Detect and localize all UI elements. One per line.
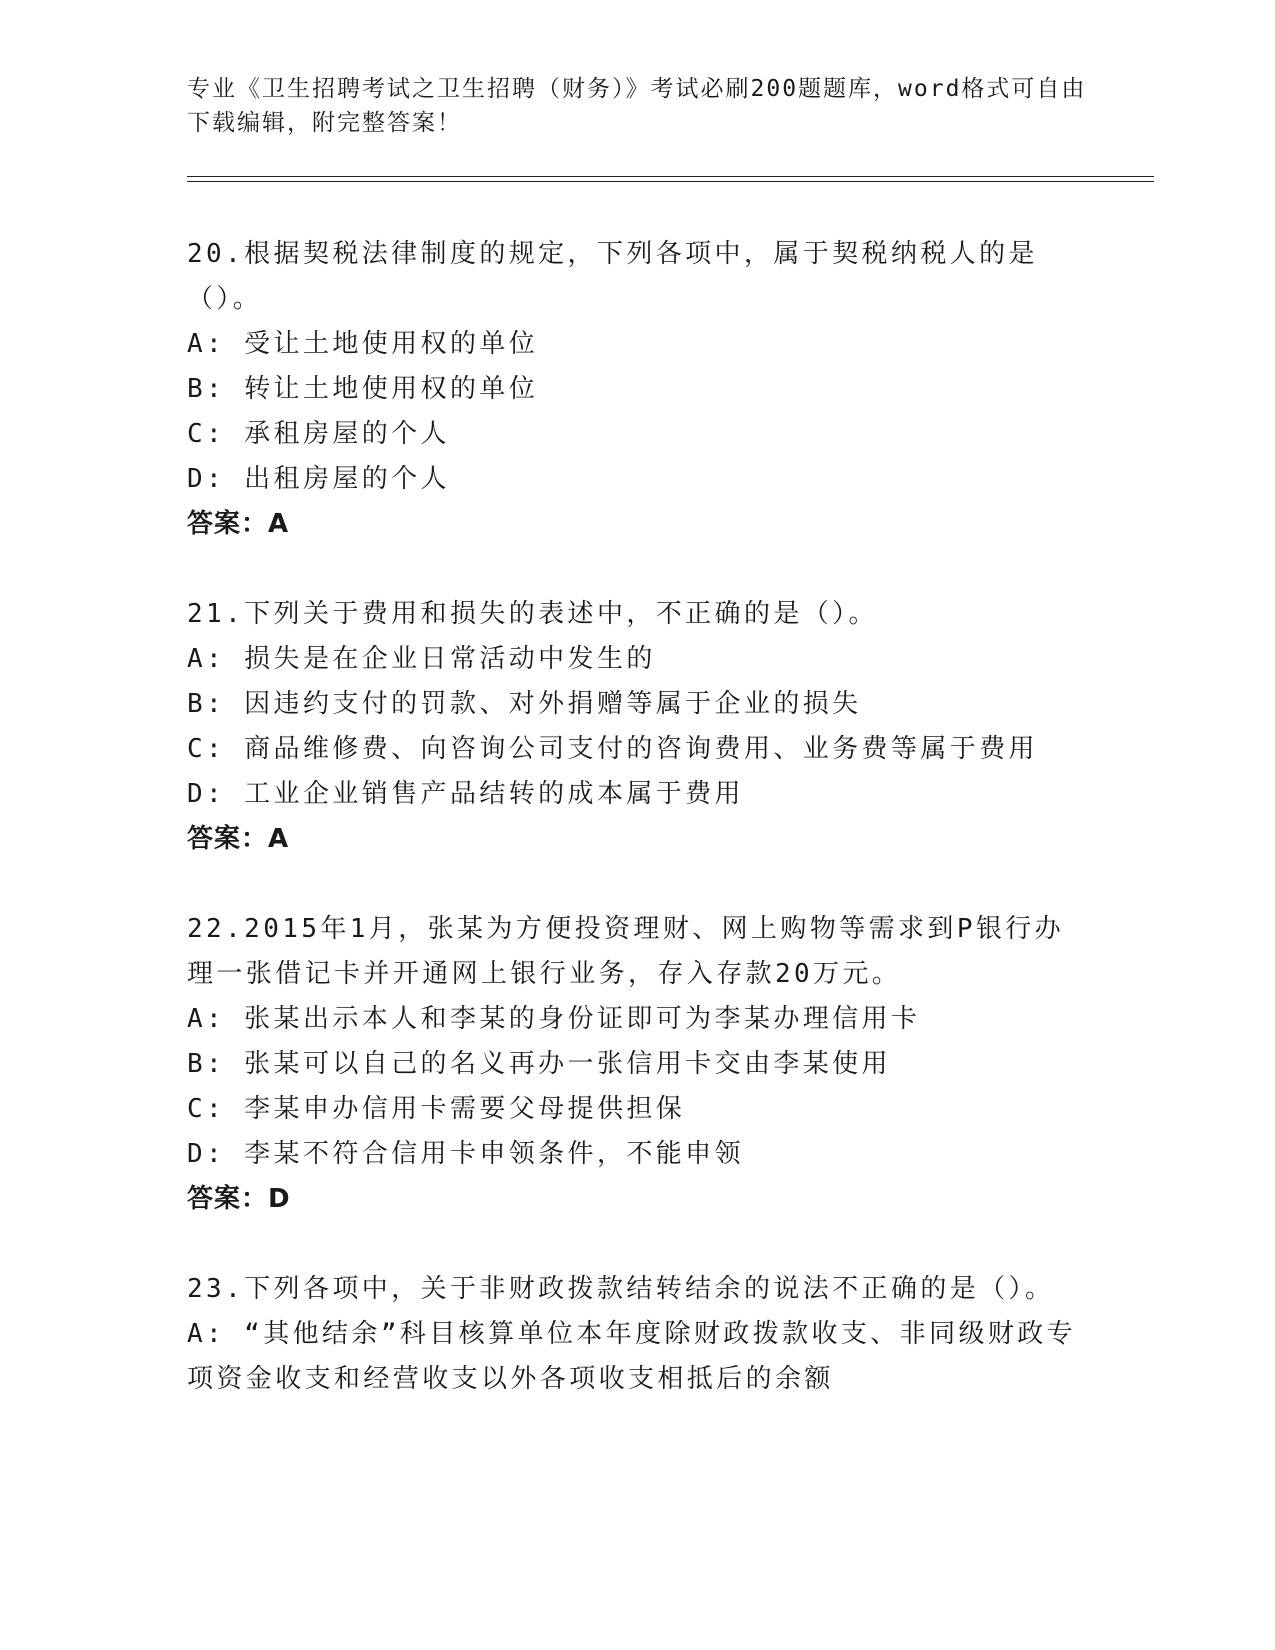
option-d: D: 李某不符合信用卡申领条件，不能申领: [187, 1139, 744, 1169]
option-d: D: 工业企业销售产品结转的成本属于费用: [187, 779, 744, 809]
option-a: A: 受让土地使用权的单位: [187, 329, 539, 359]
option-a: A: 张某出示本人和李某的身份证即可为李某办理信用卡: [187, 1004, 921, 1034]
question-list: [187, 232, 1087, 1447]
option-c: C: 李某申办信用卡需要父母提供担保: [187, 1094, 686, 1124]
answer-line: 答案：A: [187, 824, 290, 854]
question-20: [187, 232, 1087, 547]
answer-line: 答案：D: [187, 1184, 291, 1214]
question-23: [187, 1267, 1087, 1402]
option-a: A: “其他结余”科目核算单位本年度除财政拨款收支、非同级财政专项资金收支和经营收支以外各项收支相抵后的余额: [187, 1319, 1077, 1394]
question-22: [187, 907, 1087, 1222]
header-divider-top: [187, 176, 1154, 177]
option-a: A: 损失是在企业日常活动中发生的: [187, 644, 656, 674]
option-b: B: 因违约支付的罚款、对外捐赠等属于企业的损失: [187, 689, 862, 719]
header-divider-bottom: [187, 181, 1154, 182]
question-stem: 21.下列关于费用和损失的表述中，不正确的是（）。: [187, 599, 878, 629]
question-stem: 20.根据契税法律制度的规定，下列各项中，属于契税纳税人的是（）。: [187, 239, 1038, 314]
question-21: [187, 592, 1087, 862]
option-c: C: 商品维修费、向咨询公司支付的咨询费用、业务费等属于费用: [187, 734, 1038, 764]
question-stem: 23.下列各项中，关于非财政拨款结转结余的说法不正确的是（）。: [187, 1274, 1055, 1304]
option-b: B: 转让土地使用权的单位: [187, 374, 539, 404]
option-d: D: 出租房屋的个人: [187, 464, 450, 494]
option-c: C: 承租房屋的个人: [187, 419, 450, 449]
option-b: B: 张某可以自己的名义再办一张信用卡交由李某使用: [187, 1049, 891, 1079]
document-header: 专业《卫生招聘考试之卫生招聘（财务）》考试必刷200题题库，word格式可自由下载编辑，附完整答案！: [187, 76, 1087, 136]
question-stem: 22.2015年1月，张某为方便投资理财、网上购物等需求到P银行办理一张借记卡并开通网上银行业务，存入存款20万元。: [187, 914, 1065, 989]
answer-line: 答案：A: [187, 509, 290, 539]
